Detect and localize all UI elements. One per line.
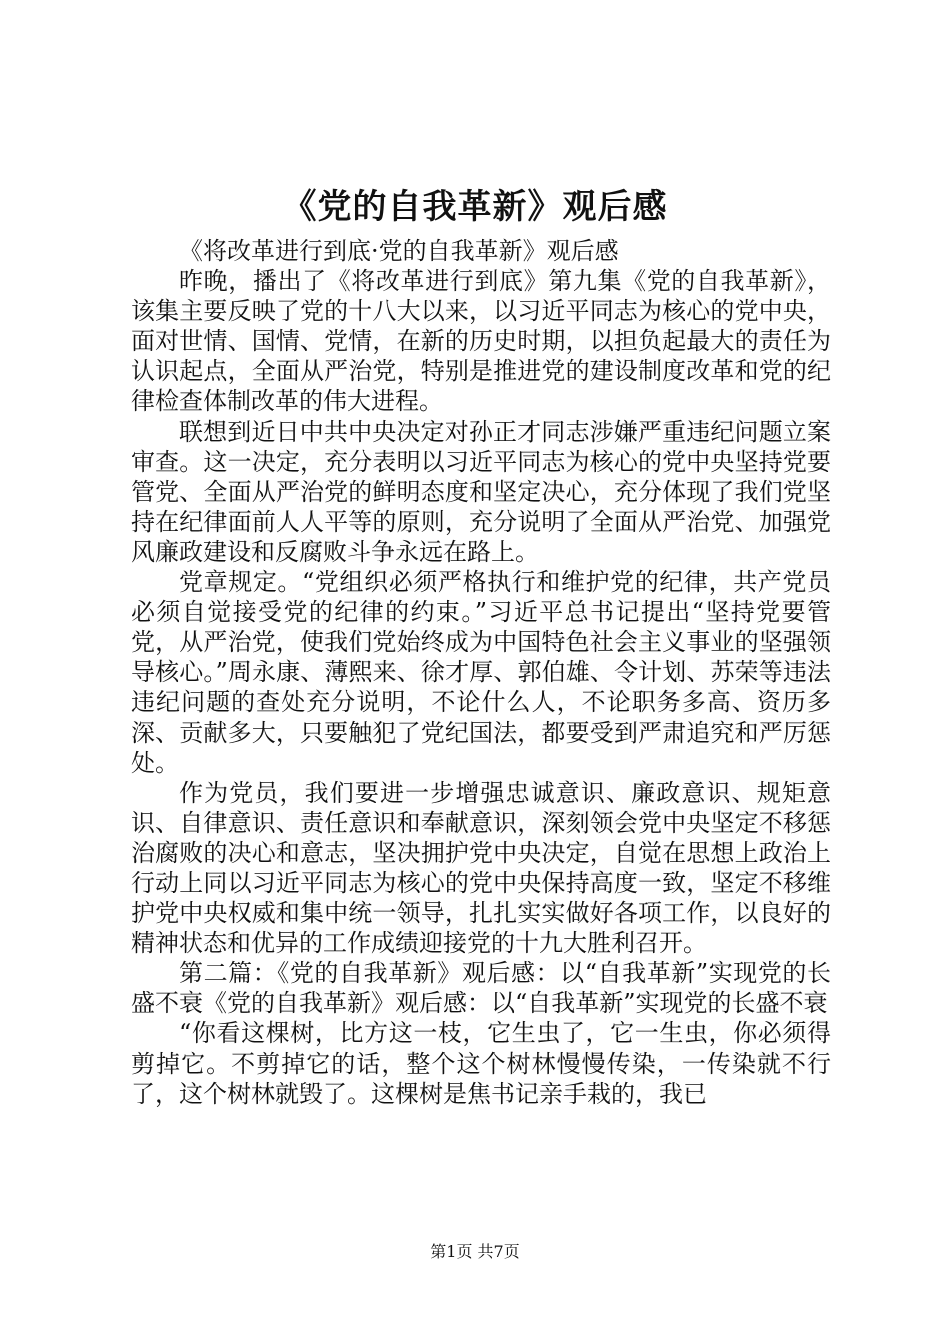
document-body <box>131 236 831 1109</box>
page-number-footer: 第1页 共7页 <box>430 1242 520 1261</box>
body-paragraph: 联想到近日中共中央决定对孙正才同志涉嫌严重违纪问题立案审查。这一决定，充分表明以习近平同志为核心的党中央坚持党要管党、全面从严治党的鲜明态度和坚定决心，充分体现了我们党坚持在纪律面前人人平等的原则，充分说明了全面从严治党、加强党风廉政建设和反腐败斗争永远在路上。 <box>131 417 831 566</box>
body-paragraph: 党章规定。“党组织必须严格执行和维护党的纪律，共产党员必须自觉接受党的纪律的约束。”习近平总书记提出“坚持党要管党，从严治党，使我们党始终成为中国特色社会主义事业的坚强领导核心。”周永康、薄熙来、徐才厚、郭伯雄、令计划、苏荣等违法违纪问题的查处充分说明，不论什么人，不论职务多高、资历多深、贡献多大，只要触犯了党纪国法，都要受到严肃追究和严厉惩处。 <box>131 568 831 777</box>
body-paragraph: 昨晚，播出了《将改革进行到底》第九集《党的自我革新》，该集主要反映了党的十八大以来，以习近平同志为核心的党中央，面对世情、国情、党情，在新的历史时期，以担负起最大的责任为认识起点，全面从严治党，特别是推进党的建设制度改革和党的纪律检查体制改革的伟大进程。 <box>131 267 831 416</box>
body-paragraph: 作为党员，我们要进一步增强忠诚意识、廉政意识、规矩意识、自律意识、责任意识和奉献意识，深刻领会党中央坚定不移惩治腐败的决心和意志，坚决拥护党中央决定，自觉在思想上政治上行动上同以习近平同志为核心的党中央保持高度一致，坚定不移维护党中央权威和集中统一领导，扎扎实实做好各项工作，以良好的精神状态和优异的工作成绩迎接党的十九大胜利召开。 <box>131 778 831 958</box>
document-title: 《党的自我革新》观后感 <box>282 187 668 227</box>
section-heading-paragraph: 第二篇：《党的自我革新》观后感：以“自我革新”实现党的长盛不衰《党的自我革新》观后感：以“自我革新”实现党的长盛不衰 <box>131 959 831 1018</box>
subtitle-paragraph: 《将改革进行到底·党的自我革新》观后感 <box>179 237 619 265</box>
body-paragraph: “你看这棵树，比方这一枝，它生虫了，它一生虫，你必须得剪掉它。不剪掉它的话，整个这个树林慢慢传染，一传染就不行了，这个树林就毁了。这棵树是焦书记亲手栽的，我已 <box>131 1019 831 1108</box>
